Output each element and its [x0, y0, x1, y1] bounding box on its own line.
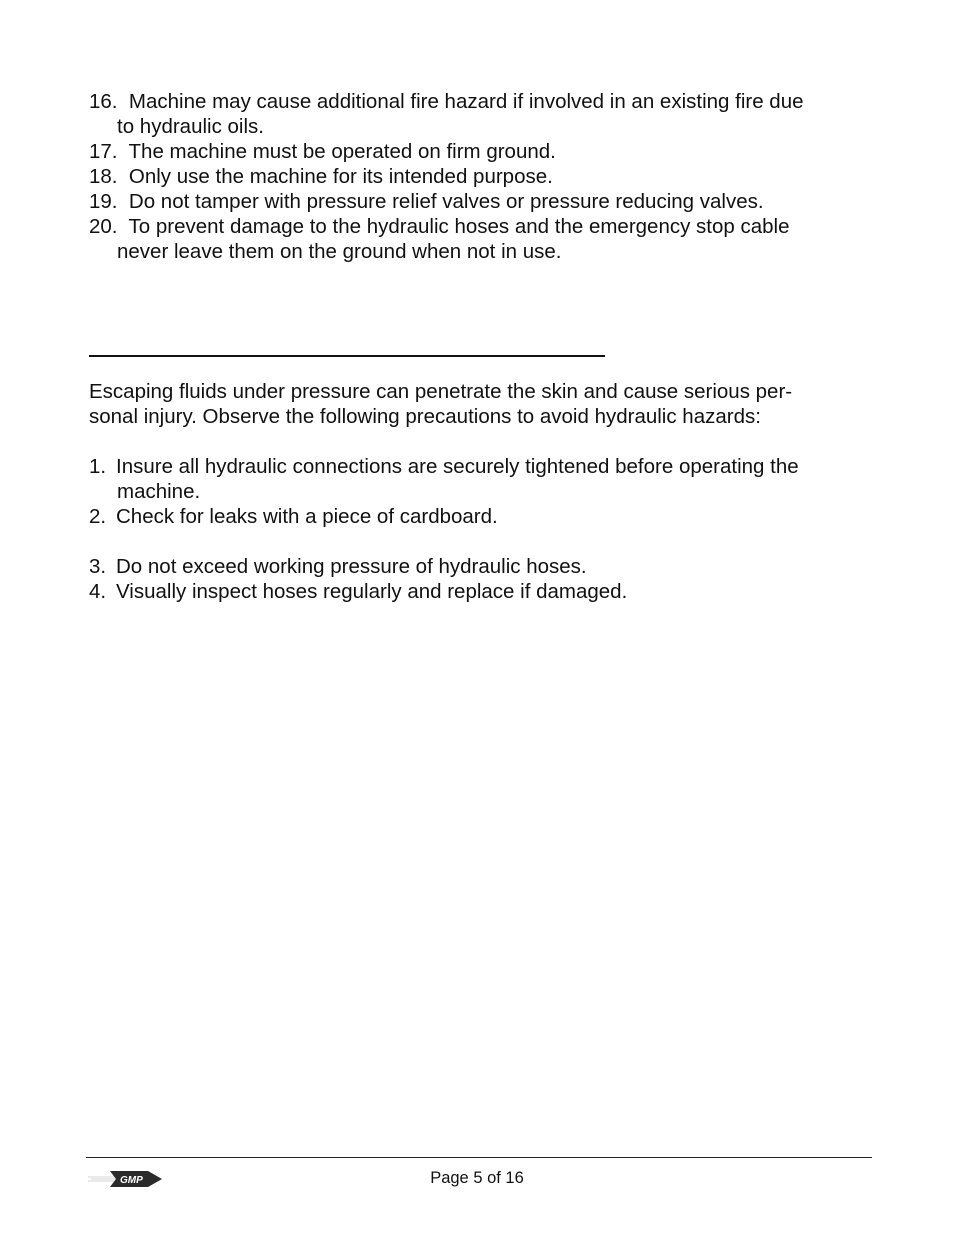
list-number: 17. [89, 140, 118, 163]
intro-line-1: Escaping fluids under pressure can penetrate the skin and cause serious per- [89, 380, 793, 403]
list-item-19 [89, 189, 764, 214]
list-item-20 [89, 214, 790, 239]
list-text: The machine must be operated on firm ground. [128, 140, 556, 163]
list-text: To prevent damage to the hydraulic hoses and the emergency stop cable [128, 215, 790, 238]
list-item-17 [89, 139, 556, 164]
list-text: Check for leaks with a piece of cardboard. [116, 505, 498, 528]
list-item-3 [89, 554, 587, 579]
list-text: Visually inspect hoses regularly and replace if damaged. [116, 580, 628, 603]
list-item-1 [89, 454, 799, 479]
logo-text: GMP [120, 1175, 143, 1186]
page-number: Page 5 of 16 [430, 1169, 524, 1187]
list-item-1-cont: machine. [117, 480, 201, 503]
list-number: 2. [89, 505, 107, 528]
list-item-2 [89, 504, 498, 529]
list-number: 18. [89, 165, 118, 188]
list-item-20-cont: never leave them on the ground when not in use. [117, 240, 562, 263]
list-text: Do not exceed working pressure of hydraulic hoses. [116, 555, 587, 578]
list-number: 16. [89, 90, 118, 113]
list-number: 4. [89, 580, 107, 603]
list-text: Do not tamper with pressure relief valves or pressure reducing valves. [128, 190, 764, 213]
section-divider [89, 355, 605, 357]
list-number: 3. [89, 555, 107, 578]
intro-line-2: sonal injury. Observe the following precautions to avoid hydraulic hazards: [89, 405, 761, 428]
list-item-16-cont: to hydraulic oils. [117, 115, 264, 138]
footer-divider [86, 1157, 872, 1158]
list-number: 20. [89, 215, 118, 238]
list-text: Machine may cause additional fire hazard if involved in an existing fire due [128, 90, 804, 113]
list-text: Insure all hydraulic connections are securely tightened before operating the [116, 455, 799, 478]
list-item-18 [89, 164, 553, 189]
list-item-16 [89, 89, 804, 114]
list-item-4 [89, 579, 627, 604]
list-text: Only use the machine for its intended purpose. [128, 165, 553, 188]
list-number: 1. [89, 455, 107, 478]
list-number: 19. [89, 190, 118, 213]
